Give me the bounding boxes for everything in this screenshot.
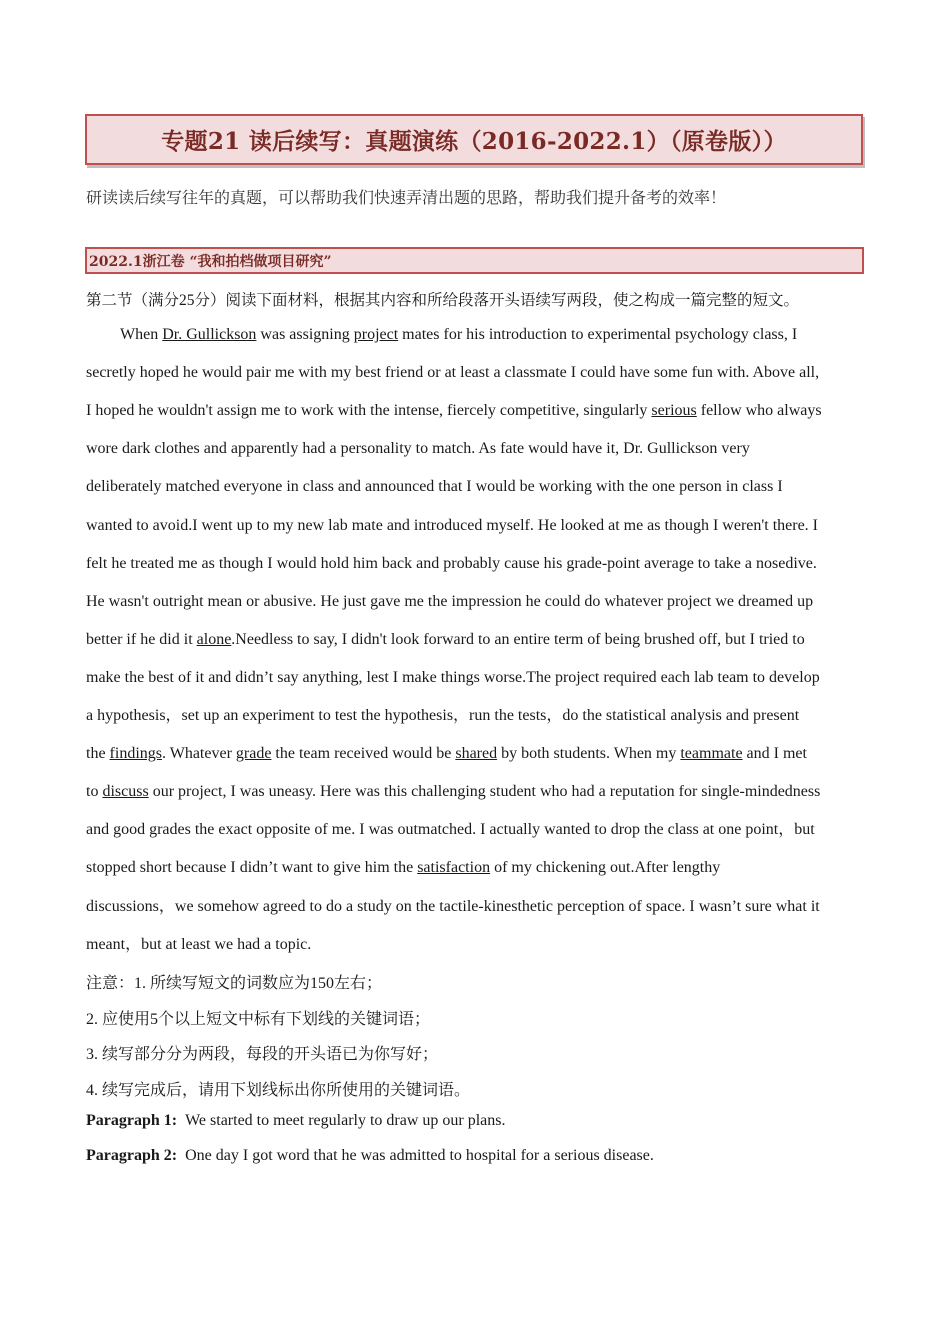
passage-text: wanted to avoid.I went up to my new lab mate and introduced myself. He looked at me as though I weren't there. I [86,516,818,534]
passage-line [86,935,311,955]
underlined-keyword: teammate [680,745,743,763]
underlined-keyword: Dr. Gullickson [162,326,257,343]
passage-text: fellow who always [696,402,822,420]
passage-text: and good grades the exact opposite of me. I was outmatched. I actually wanted to drop the class at one point，but [86,821,815,839]
passage-text: mates for his introduction to experimental psychology class, I [398,326,798,343]
passage-line [86,706,799,726]
passage-text: . Whatever [162,745,236,763]
section-heading-banner [85,247,864,274]
passage-line [86,820,815,840]
passage-text: He wasn't outright mean or abusive. He just gave me the impression he could do whatever project we dreamed up [86,592,814,610]
passage-line [86,858,720,878]
passage-text: I hoped he wouldn't assign me to work with the intense, fiercely competitive, singularly [86,402,652,420]
passage-text: secretly hoped he would pair me with my best friend or at least a classmate I could have some fun with. Above all, [86,364,820,382]
title-banner [85,114,863,165]
underlined-keyword: findings [109,745,162,763]
passage-line [86,477,783,497]
passage-line [86,744,807,764]
intro-text: 研读读后续写往年的真题，可以帮助我们快速弄清出题的思路，帮助我们提升备考的效率！ [86,188,727,207]
instruction-text: 第二节（满分25分）阅读下面材料，根据其内容和所给段落开头语续写两段，使之构成一篇完整的短文。 [86,292,800,309]
passage-text: felt he treated me as though I would hold him back and probably cause his grade-point average to take a nosedive. [86,554,817,572]
passage-line [86,897,820,917]
paragraph-1-label: Paragraph 1: [86,1112,178,1129]
underlined-keyword: serious [651,402,697,420]
passage-text: by both students. When my [497,745,681,763]
passage-text: meant，but at least we had a topic. [86,935,312,953]
passage-line [86,439,750,459]
document-title: 专题21 读后续写：真题演练（2016-2022.1）（原卷版）） [161,128,787,155]
passage-line [86,516,818,536]
passage-line [86,401,822,421]
passage-line [86,668,820,688]
passage-text: and I met [742,745,807,763]
note-item: 3. 续写部分分为两段，每段的开头语已为你写好； [86,1046,439,1063]
passage-line [86,630,805,650]
passage-text: .Needless to say, I didn't look forward to an entire term of being brushed off, but I tried to [231,630,805,648]
passage-text: our project, I was uneasy. Here was this challenging student who had a reputation for single-mindedness [148,783,821,801]
passage-text: to [86,783,103,801]
underlined-keyword: shared [455,745,498,763]
passage-text: better if he did it [86,630,197,648]
paragraph-1-prompt [86,1112,506,1130]
passage-text: the team received would be [271,745,456,763]
passage-line [86,592,813,612]
paragraph-2-text: One day I got word that he was admitted to hospital for a serious disease. [185,1147,654,1164]
passage-text: of my chickening out.After lengthy [490,859,721,877]
underlined-keyword: satisfaction [417,859,491,877]
note-item: 4. 续写完成后，请用下划线标出你所使用的关键词语。 [86,1081,471,1099]
passage-text: discussions，we somehow agreed to do a study on the tactile-kinesthetic perception of space. I wasn’t sure what it [86,897,820,915]
passage-line [120,325,797,345]
passage-line [86,554,817,574]
passage-text: deliberately matched everyone in class and announced that I would be working with the one person in class I [86,478,783,496]
passage-text: stopped short because I didn’t want to give him the [86,859,418,877]
section-heading: 2022.1浙江卷 “我和拍档做项目研究” [89,253,332,270]
passage-text: a hypothesis，set up an experiment to test the hypothesis，run the tests，do the statistical analysis and present [86,707,800,724]
passage-text: When [120,326,163,343]
passage-text: the [86,745,110,763]
paragraph-1-text: We started to meet regularly to draw up our plans. [185,1112,506,1129]
underlined-keyword: project [353,326,399,343]
underlined-keyword: grade [235,745,272,763]
passage-text: make the best of it and didn’t say anything, lest I make things worse.The project required each lab team to develop [86,668,820,686]
paragraph-2-label: Paragraph 2: [86,1147,178,1164]
passage-line [86,363,819,383]
passage-text: wore dark clothes and apparently had a personality to match. As fate would have it, Dr. Gullickson very [86,440,750,458]
passage-line [86,782,820,802]
note-item: 注意：1. 所续写短文的词数应为150左右； [86,975,383,992]
underlined-keyword: alone [196,630,232,648]
note-item: 2. 应使用5个以上短文中标有下划线的关键词语； [86,1010,431,1028]
passage-text: was assigning [256,326,354,343]
paragraph-2-prompt [86,1147,654,1165]
underlined-keyword: discuss [102,783,149,801]
